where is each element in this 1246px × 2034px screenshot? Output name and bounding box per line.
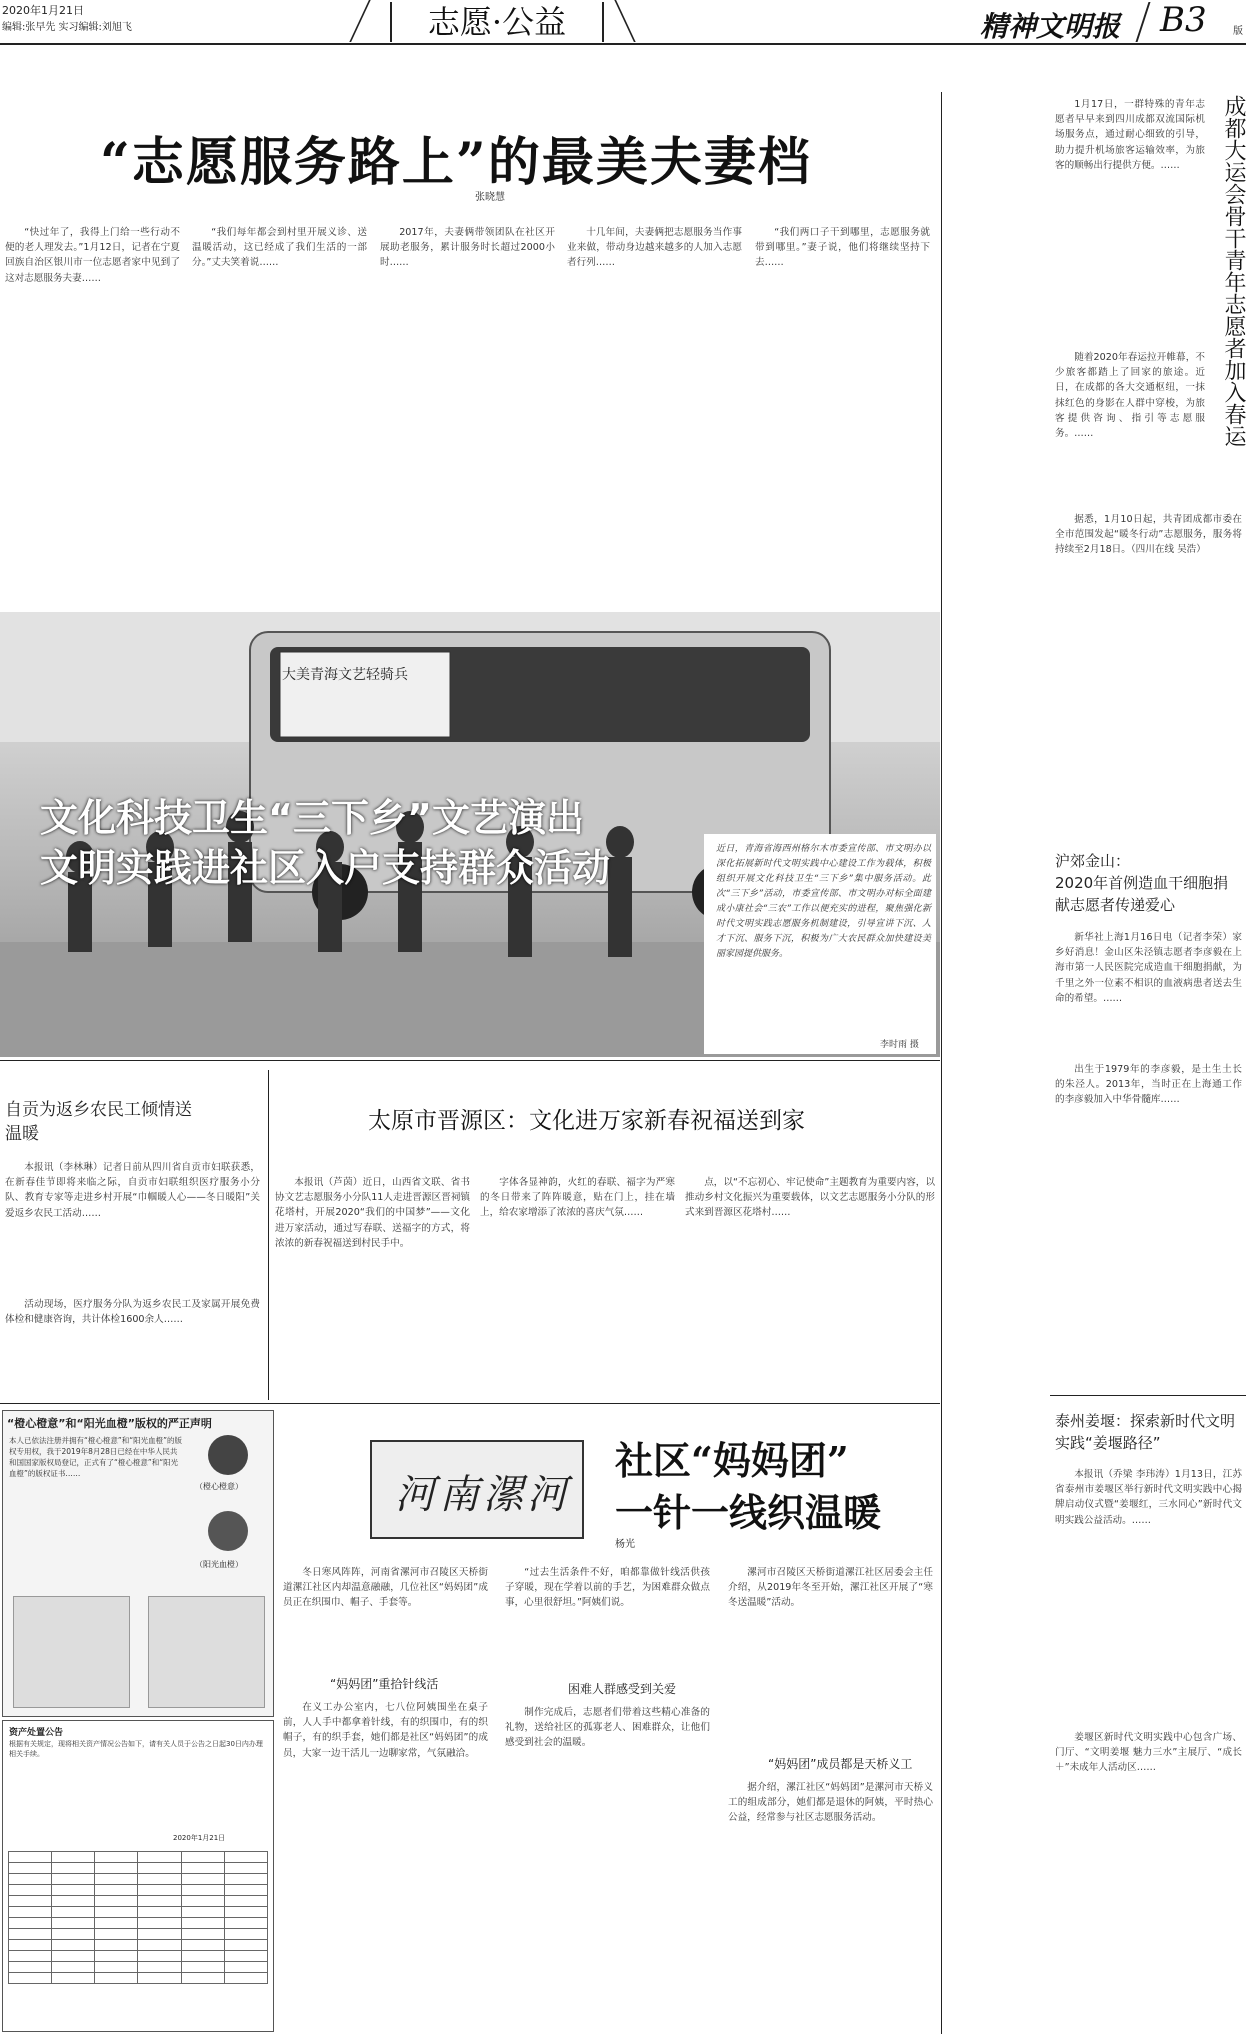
story2-kicker: 沪郊金山： — [1055, 852, 1131, 870]
lead-col-4: 十几年间，夫妻俩把志愿服务当作事业来做，带动身边越来越多的人加入志愿者行列…… — [567, 227, 742, 269]
right-separator — [1050, 1395, 1246, 1396]
henan-headline-1: 社区“妈妈团” — [615, 1438, 849, 1483]
henan-col-1: 冬日寒风阵阵，河南省漯河市召陵区天桥街道漯江社区内却温意融融，几位社区“妈妈团”成员正在织围巾、帽子、手套等。 — [283, 1567, 488, 1609]
ad-title: “橙心橙意”和“阳光血橙”版权的严正声明 — [7, 1417, 212, 1430]
henan-sub-1: “妈妈团”重拾针线活 — [330, 1677, 439, 1691]
bus-banner-text: 大美青海文艺轻骑兵 — [282, 667, 408, 683]
notice-table — [8, 1851, 268, 1984]
ad-certificate-2 — [148, 1596, 265, 1708]
lead-col-5: “我们两口子干到哪里，志愿服务就带到哪里。”妻子说，他们将继续坚持下去…… — [755, 227, 930, 269]
lead-col-1: “快过年了，我得上门给一些行动不便的老人理发去。”1月12日，记者在宁夏回族自治区银川市一位志愿者家中见到了这对志愿服务夫妻…… — [5, 227, 180, 284]
henan-sub-3: “妈妈团”成员都是天桥义工 — [768, 1757, 913, 1771]
story3-body-2: 姜堰区新时代文明实践中心包含广场、门厅、“文明姜堰 魅力三水”主展厅、“成长＋”未成年人活动区…… — [1055, 1732, 1242, 1774]
vertical-divider-right — [941, 92, 942, 2034]
henan-badge-text: 河南漯河 — [395, 1472, 571, 1518]
banner-red-text: 文化科技卫生“三下乡”文艺演出 — [40, 796, 584, 840]
left-story-body: 本报讯（李林琳）记者日前从四川省自贡市妇联获悉，在新春佳节即将来临之际，自贡市妇联组织医疗服务小分队、教育专家等走进乡村开展“巾帼暖人心——冬日暖阳”关爱返乡农民工活动…… — [5, 1162, 260, 1219]
header-slant-decoration-right — [605, 0, 645, 42]
left-story-divider — [268, 1070, 269, 1400]
henan-col-3b: 据介绍，漯江社区“妈妈团”是漯河市天桥义工的组成部分，她们都是退休的阿姨，平时热心公益，经常参与社区志愿服务活动。 — [728, 1782, 933, 1824]
left-story-top-rule — [0, 1060, 940, 1061]
right-body-1: 1月17日，一群特殊的青年志愿者早早来到四川成都双流国际机场服务点，通过耐心细致的引导，助力提升机场旅客运输效率，为旅客的顺畅出行提供方便。…… — [1055, 99, 1205, 171]
ad-logo-1-label: （橙心橙意） — [195, 1482, 243, 1491]
story3-body: 本报讯（乔梁 李玮涛）1月13日，江苏省泰州市姜堰区举行新时代文明实践中心揭牌启动仪式暨“姜堰红，三水同心”新时代文明实践公益活动。…… — [1055, 1469, 1242, 1526]
ad-logo-2 — [208, 1511, 248, 1551]
right-body-2: 随着2020年春运拉开帷幕，不少旅客都踏上了回家的旅途。近日，在成都的各大交通枢纽，一抹抹红色的身影在人群中穿梭，为旅客提供咨询、指引等志愿服务。…… — [1055, 352, 1205, 440]
section-title: 志愿·公益 — [390, 2, 604, 42]
header-rule — [0, 43, 1246, 45]
notice-body: 根据有关规定，现将相关资产情况公告如下，请有关人员于公告之日起30日内办理相关手续。 — [9, 1740, 263, 1758]
header-slash — [1136, 2, 1151, 42]
taiyuan-col-1: 本报讯（芦茵）近日，山西省文联、省书协文艺志愿服务小分队11人走进晋源区晋祠镇花塔村，开展2020“我们的中国梦”——文化进万家活动，通过写春联、送福字的方式，将浓浓的新春祝福送到村民手中。 — [275, 1177, 470, 1249]
lead-photo — [0, 612, 940, 1057]
taiyuan-col-2: 字体各显神韵，火红的春联、福字为严寒的冬日带来了阵阵暖意，贴在门上，挂在墙上，给农家增添了浓浓的喜庆气氛…… — [480, 1177, 675, 1219]
henan-col-3: 漯河市召陵区天桥街道漯江社区居委会主任介绍，从2019年冬至开始，漯江社区开展了“寒冬送温暖”活动。 — [728, 1567, 933, 1609]
header-date: 2020年1月21日 — [2, 4, 84, 17]
story3-title: 泰州姜堰：探索新时代文明实践“姜堰路径” — [1055, 1412, 1236, 1452]
notice-box — [2, 1720, 274, 2032]
paper-name: 精神文明报 — [980, 10, 1121, 43]
ad-body: 本人已依法注册并拥有“橙心橙意”和“阳光血橙”的版权专用权，我于2019年8月28日已经在中华人民共和国国家版权局登记，正式有了“橙心橙意”和“阳光血橙”的版权证书…… — [9, 1436, 183, 1478]
ad-logo-1 — [208, 1435, 248, 1475]
notice-title: 资产处置公告 — [9, 1728, 64, 1738]
page-number: B3 — [1160, 0, 1207, 40]
header-editors: 编辑:张早先 实习编辑:刘旭飞 — [2, 22, 132, 33]
story2-title: 2020年首例造血干细胞捐献志愿者传递爱心 — [1055, 874, 1229, 914]
henan-col-2b: 制作完成后，志愿者们带着这些精心准备的礼物，送给社区的孤寡老人、困难群众，让他们感受到社会的温暖。 — [505, 1707, 710, 1749]
middle-rule — [0, 1403, 940, 1404]
henan-sub-2: 困难人群感受到关爱 — [568, 1682, 677, 1696]
story2-body: 新华社上海1月16日电（记者李荣）家乡好消息！金山区朱泾镇志愿者李彦毅在上海市第一人民医院完成造血干细胞捐献，为千里之外一位素不相识的血液病患者送去生命的希望。…… — [1055, 932, 1242, 1004]
taiyuan-col-3: 点，以“不忘初心、牢记使命”主题教育为重要内容，以推动乡村文化振兴为重要载体，以文艺志愿服务小分队的形式来到晋源区花塔村…… — [685, 1177, 935, 1219]
notice-date: 2020年1月21日 — [173, 1834, 226, 1842]
ad-certificate-1 — [13, 1596, 130, 1708]
henan-headline-2: 一针一线织温暖 — [615, 1490, 882, 1535]
right-vertical-title: 成都大运会骨干青年志愿者加入春运 — [1221, 95, 1246, 447]
ad-box — [2, 1410, 274, 1717]
henan-col-1b: 在义工办公室内，七八位阿姨围坐在桌子前，人人手中都拿着针线，有的织围巾，有的织帽子，有的织手套，她们都是社区“妈妈团”的成员，大家一边干活儿一边聊家常，气氛融洽。 — [283, 1702, 488, 1759]
photo-caption: 近日，青海省海西州格尔木市委宣传部、市文明办以深化拓展新时代文明实践中心建设工作为载体，积极组织开展文化科技卫生“三下乡”集中服务活动。此次“三下乡”活动，市委宣传部、市文明办对标全面建成小康社会“三农”工作以便充实的进程，聚焦强化新时代文明实践志愿服务机制建设，引导宣讲下沉、人才下沉、服务下沉，积极为广大农民群众加快建设美丽家园提供服务。 — [716, 844, 931, 959]
left-story-body-2: 活动现场，医疗服务分队为返乡农民工及家属开展免费体检和健康咨询，共计体检1600余人…… — [5, 1299, 260, 1326]
banner-red-text-2: 文明实践进社区入户支持群众活动 — [40, 846, 611, 890]
lead-byline: 张晓慧 — [475, 192, 505, 203]
left-story-title: 自贡为返乡农民工倾情送温暖 — [5, 1100, 192, 1144]
lead-col-3: 2017年，夫妻俩带领团队在社区开展助老服务，累计服务时长超过2000小时…… — [380, 227, 555, 269]
photo-credit: 李时雨 摄 — [880, 1040, 919, 1050]
lead-col-2: “我们每年都会到村里开展义诊、送温暖活动，这已经成了我们生活的一部分。”丈夫笑着说…… — [192, 227, 367, 269]
page-suffix: 版 — [1233, 26, 1243, 37]
ad-logo-2-label: （阳光血橙） — [195, 1560, 243, 1569]
taiyuan-title: 太原市晋源区：文化进万家新春祝福送到家 — [368, 1108, 805, 1134]
henan-col-2: “过去生活条件不好，咱都靠做针线活供孩子穿暖，现在学着以前的手艺，为困难群众做点事，心里很舒坦。”阿姨们说。 — [505, 1567, 710, 1609]
story2-body-2: 出生于1979年的李彦毅，是土生土长的朱泾人。2013年，当时正在上海通工作的李彦毅加入中华骨髓库…… — [1055, 1064, 1242, 1106]
right-body-3: 据悉，1月10日起，共青团成都市委在全市范围发起“暖冬行动”志愿服务，服务将持续至2月18日。（四川在线 吴浩） — [1055, 514, 1242, 556]
henan-byline: 杨光 — [615, 1539, 635, 1550]
header-slant-decoration — [340, 0, 380, 42]
lead-headline: “志愿服务路上”的最美夫妻档 — [100, 132, 812, 193]
